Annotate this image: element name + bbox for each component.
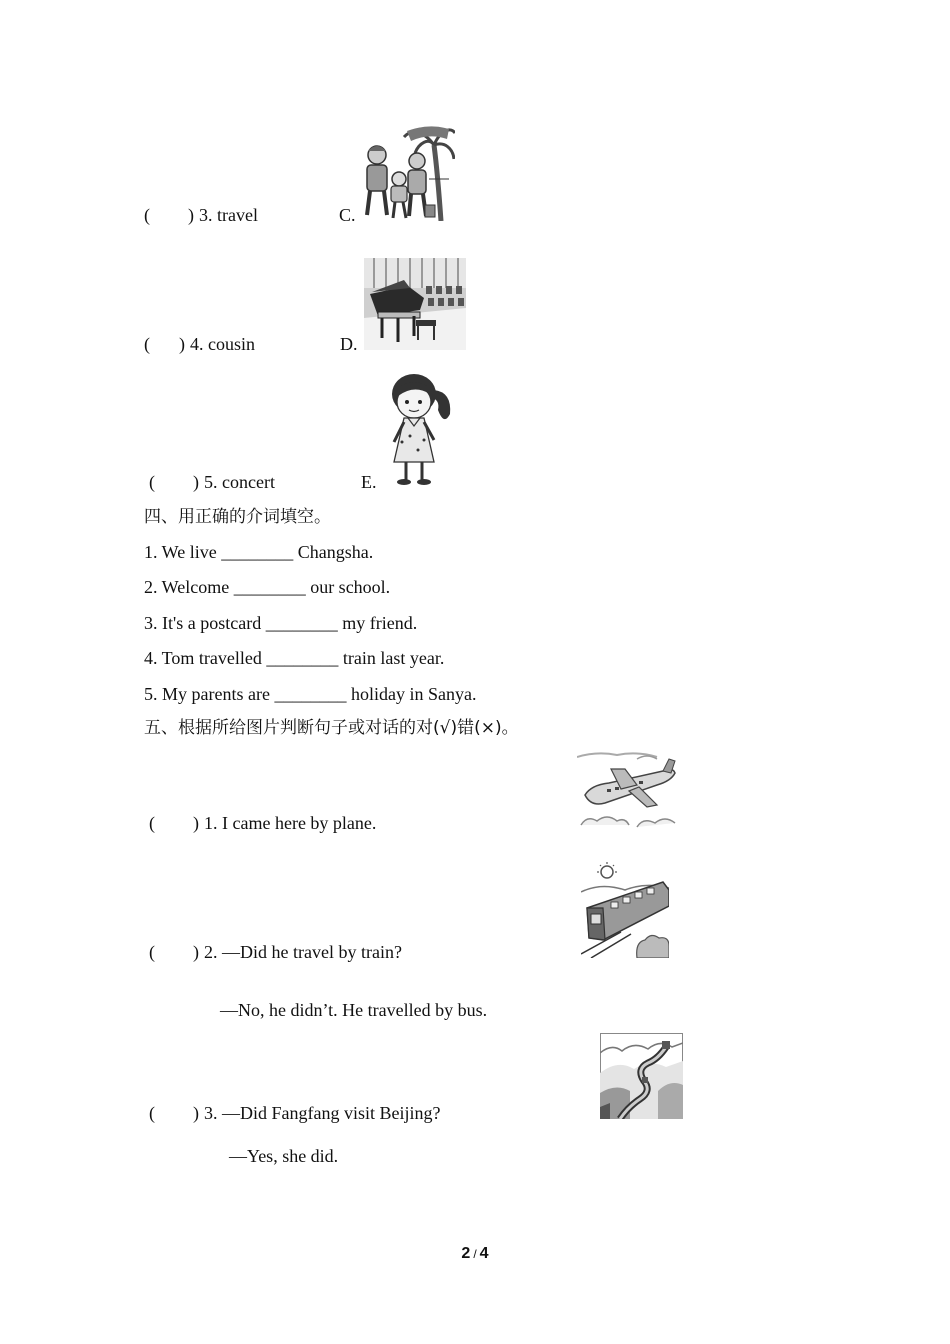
answer-paren-close: ) bbox=[193, 813, 199, 833]
matching-letter: C. bbox=[339, 205, 356, 225]
page-separator: / bbox=[473, 1247, 477, 1261]
train-picture bbox=[581, 862, 669, 958]
judgement-answer: —No, he didn’t. He travelled by bus. bbox=[220, 1000, 488, 1020]
answer-paren-open: ( bbox=[149, 942, 155, 962]
answer-paren-close: ) bbox=[179, 334, 185, 354]
question-line: 2. Welcome ________ our school. bbox=[144, 577, 391, 597]
answer-paren-close: ) bbox=[188, 205, 194, 225]
answer-paren-open: ( bbox=[144, 205, 150, 225]
judgement-question: 2. —Did he travel by train? bbox=[204, 942, 402, 962]
girl-cousin-picture bbox=[378, 370, 458, 488]
question-line: 4. Tom travelled ________ train last year. bbox=[144, 648, 445, 668]
matching-letter: D. bbox=[340, 334, 358, 354]
answer-paren-open: ( bbox=[149, 813, 155, 833]
answer-paren-open: ( bbox=[144, 334, 150, 354]
matching-word: 4. cousin bbox=[190, 334, 255, 354]
current-page-number: 2 bbox=[461, 1245, 471, 1262]
answer-paren-close: ) bbox=[193, 1103, 199, 1123]
question-line: 5. My parents are ________ holiday in Sanya. bbox=[144, 684, 477, 704]
family-travel-picture bbox=[359, 123, 455, 221]
matching-word: 5. concert bbox=[204, 472, 275, 492]
page-indicator bbox=[0, 1245, 950, 1263]
answer-paren-close: ) bbox=[193, 472, 199, 492]
question-line: 3. It's a postcard ________ my friend. bbox=[144, 613, 418, 633]
judgement-sentence: 1. I came here by plane. bbox=[204, 813, 377, 833]
section-heading: 五、根据所给图片判断句子或对话的对(√)错(×)。 bbox=[144, 718, 519, 738]
great-wall-picture bbox=[600, 1033, 683, 1119]
concert-piano-picture bbox=[364, 258, 466, 350]
matching-letter: E. bbox=[361, 472, 377, 492]
answer-paren-close: ) bbox=[193, 942, 199, 962]
total-page-number: 4 bbox=[479, 1245, 489, 1262]
judgement-answer: —Yes, she did. bbox=[229, 1146, 339, 1166]
airplane-picture bbox=[577, 751, 680, 831]
answer-paren-open: ( bbox=[149, 472, 155, 492]
judgement-question: 3. —Did Fangfang visit Beijing? bbox=[204, 1103, 441, 1123]
section-heading: 四、用正确的介词填空。 bbox=[144, 507, 331, 527]
question-line: 1. We live ________ Changsha. bbox=[144, 542, 374, 562]
matching-word: 3. travel bbox=[199, 205, 258, 225]
answer-paren-open: ( bbox=[149, 1103, 155, 1123]
